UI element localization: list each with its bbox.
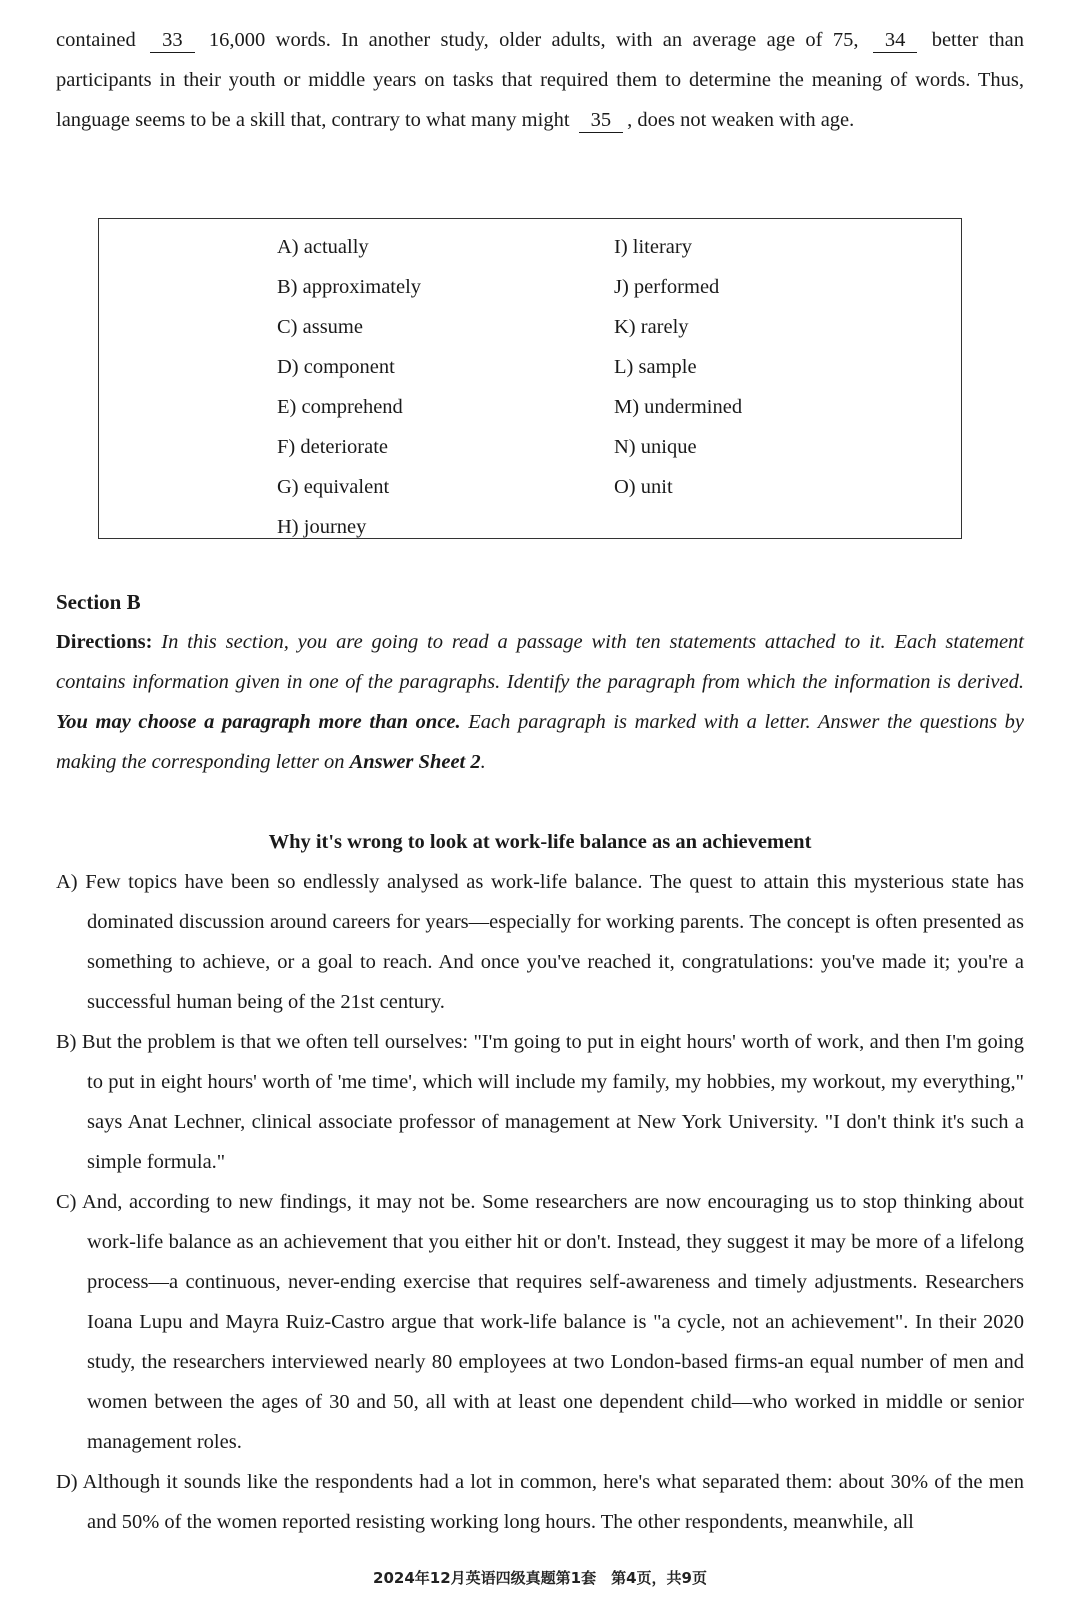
word-option: G) equivalent xyxy=(277,476,390,498)
article-paragraph-a: A) Few topics have been so endlessly analysed as work-life balance. The quest to attain this mysterious state has dominated discussion around careers for years—especially for working parents. The concept is often presented as something to achieve, or a goal to reach. And once you've reached it, congratulations: you've made it; you're a successful human being of the 21st century. xyxy=(56,871,1024,1013)
blank-34: 34 xyxy=(873,28,918,53)
word-bank-box xyxy=(98,218,962,539)
word-bank-left-column xyxy=(277,227,421,547)
blank-35: 35 xyxy=(579,108,624,133)
passage-text-4: , does not weaken with age. xyxy=(627,109,855,131)
word-option: C) assume xyxy=(277,316,363,338)
word-option: N) unique xyxy=(614,436,697,458)
article-body xyxy=(56,862,1024,1542)
blank-33: 33 xyxy=(150,28,195,53)
word-option: H) journey xyxy=(277,516,367,538)
word-option: J) performed xyxy=(614,276,720,298)
word-option: F) deteriorate xyxy=(277,436,388,458)
word-option: K) rarely xyxy=(614,316,689,338)
word-option: O) unit xyxy=(614,476,673,498)
directions-end: . xyxy=(480,751,486,773)
word-bank-right-column xyxy=(614,227,742,507)
word-option: A) actually xyxy=(277,236,369,258)
directions-emphasis: You may choose a paragraph more than once. xyxy=(56,711,461,733)
article-paragraph-d: D) Although it sounds like the respondents had a lot in common, here's what separated them: about 30% of the men and 50% of the women reported resisting working long hours. The other respondents, meanwhile, all xyxy=(56,1471,1024,1533)
passage-continuation xyxy=(56,20,1024,140)
section-b-directions xyxy=(56,622,1024,782)
passage-text-3: better than participants in their youth or middle years on tasks that required them to determine the meaning of words. Thus, language seems to be a skill that, contrary to what many might xyxy=(56,29,1025,131)
directions-text: Each paragraph is marked with a letter. Answer the questions by making the corresponding letter on xyxy=(56,711,1025,773)
word-option: E) comprehend xyxy=(277,396,403,418)
word-option: M) undermined xyxy=(614,396,743,418)
passage-text-1: contained xyxy=(56,29,136,51)
word-option: B) approximately xyxy=(277,276,422,298)
article-paragraph-b: B) But the problem is that we often tell ourselves: "I'm going to put in eight hours' worth of work, and then I'm going to put in eight hours' worth of 'me time', which will include my family, my hobbies, my workout, my everything," says Anat Lechner, clinical associate professor of management at New York University. "I don't think it's such a simple formula." xyxy=(56,1031,1024,1173)
page-footer: 2024年12月英语四级真题第1套 第4页，共9页 xyxy=(373,1569,707,1587)
article-title: Why it's wrong to look at work-life balance as an achievement xyxy=(268,831,812,853)
article-paragraph-c: C) And, according to new findings, it may not be. Some researchers are now encouraging us to stop thinking about work-life balance as an achievement that you either hit or don't. Instead, they suggest it may be more of a lifelong process—a continuous, never-ending exercise that requires self-awareness and timely adjustments. Researchers Ioana Lupu and Mayra Ruiz-Castro argue that work-life balance is "a cycle, not an achievement". In their 2020 study, the researchers interviewed nearly 80 employees at two London-based firms-an equal number of men and women between the ages of 30 and 50, all with at least one dependent child—who worked in middle or senior management roles. xyxy=(56,1191,1024,1453)
answer-sheet-reference: Answer Sheet 2 xyxy=(349,751,481,773)
word-option: L) sample xyxy=(614,356,697,378)
section-b-heading: Section B xyxy=(56,590,141,614)
word-option: D) component xyxy=(277,356,395,378)
passage-text-2: 16,000 words. In another study, older adults, with an average age of 75, xyxy=(208,29,859,51)
directions-label: Directions: xyxy=(56,631,153,653)
directions-text: In this section, you are going to read a passage with ten statements attached to it. Each statement contains information given in one of the paragraphs. Identify the paragraph from which the information is derived. xyxy=(56,631,1024,693)
word-option: I) literary xyxy=(614,236,692,258)
